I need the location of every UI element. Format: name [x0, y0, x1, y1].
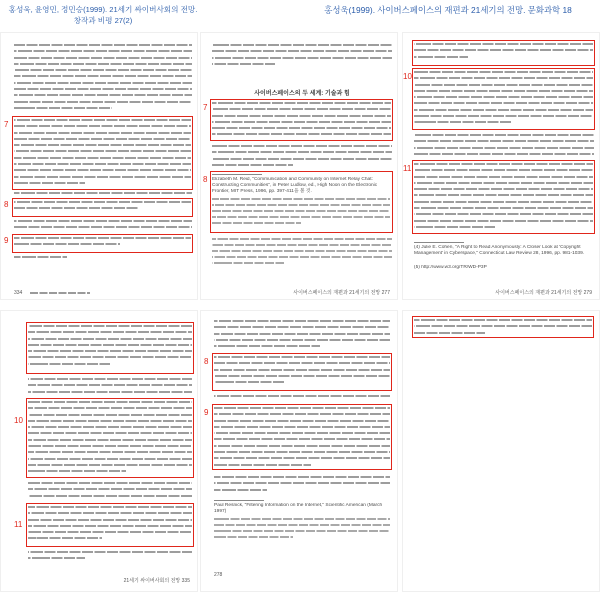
body-text-block	[14, 220, 192, 233]
text-line	[212, 204, 390, 206]
text-line	[28, 525, 192, 527]
text-line	[28, 325, 192, 327]
text-line	[14, 169, 191, 171]
text-line	[214, 413, 390, 415]
text-line	[212, 256, 392, 258]
body-text-block	[414, 163, 593, 232]
annotation-marker-8: 8	[204, 357, 209, 366]
text-line	[212, 222, 301, 224]
text-line	[414, 140, 594, 142]
page-bottom-right	[402, 310, 600, 592]
text-line	[28, 356, 192, 358]
text-line	[214, 530, 390, 532]
text-line	[28, 482, 192, 484]
text-line	[28, 537, 102, 539]
text-line	[214, 381, 284, 383]
text-line	[14, 144, 191, 146]
footnote-text-block	[212, 198, 390, 228]
text-line	[212, 127, 391, 129]
section-heading: 사이버스페이스의 두 세계: 기술과 힘	[254, 91, 350, 97]
text-line	[14, 94, 192, 96]
page-bottom-left	[0, 310, 198, 592]
text-line	[14, 44, 192, 46]
annotation-marker-10: 10	[403, 72, 412, 81]
body-text-block	[14, 44, 192, 113]
text-line	[28, 519, 192, 521]
text-line	[14, 82, 192, 84]
body-text-block	[28, 551, 192, 564]
text-line	[414, 226, 495, 228]
text-line	[28, 458, 192, 460]
text-line	[414, 201, 593, 203]
footnote-4: (4) Julie E. Cohen, "A Right to Read Anonymously: A Closer Look at 'Copyright Management' in Cyberspace," Connecticut Law Review 28, 1996, pp. 981-1039.	[414, 245, 585, 256]
text-line	[14, 201, 191, 203]
text-line	[14, 107, 112, 109]
text-line	[212, 50, 392, 52]
text-line	[214, 339, 390, 341]
text-line	[214, 445, 390, 447]
body-text-block	[212, 102, 391, 140]
page-footer: 278	[214, 572, 223, 578]
footnote-5: (5) http://www.w3.org/TR/WD-P3P	[414, 265, 487, 270]
text-line	[212, 44, 392, 46]
text-line	[14, 63, 192, 65]
text-line	[14, 50, 192, 52]
text-line	[214, 345, 320, 347]
text-line	[214, 489, 267, 491]
text-line	[14, 75, 192, 77]
annotation-marker-7: 7	[4, 120, 9, 129]
text-line	[28, 451, 192, 453]
body-text-block	[28, 482, 192, 501]
text-line	[414, 96, 593, 98]
text-line	[14, 150, 191, 152]
annotation-marker-11: 11	[14, 520, 23, 529]
text-line	[28, 407, 192, 409]
text-line	[28, 512, 192, 514]
page-footer: 사이버스페이스의 재편과 21세기의 전망 279	[495, 290, 592, 296]
text-line	[214, 476, 390, 478]
text-line	[212, 164, 293, 166]
text-line	[214, 451, 390, 453]
text-line	[28, 391, 192, 393]
text-line	[214, 518, 390, 520]
page-top-middle	[200, 32, 398, 300]
text-line	[212, 262, 284, 264]
text-line	[414, 325, 592, 327]
header-left-line2: 창작과 비평 27(2)	[73, 16, 133, 25]
page-top-right	[402, 32, 600, 300]
annotation-marker-7: 7	[203, 103, 208, 112]
text-line	[214, 369, 390, 371]
body-text-block	[28, 401, 192, 477]
footnote-5: Paul Resnick, "Filtering Information on the Internet," Scientific American (March 1997)	[214, 503, 383, 514]
text-line	[14, 119, 191, 121]
footnote-separator	[212, 174, 262, 175]
text-line	[414, 134, 594, 136]
text-line	[28, 414, 192, 416]
body-text-block	[28, 325, 192, 369]
header-left-line1: 홍성욱, 윤영민, 정민승(1999). 21세기 싸이버사회의 전망.	[8, 5, 198, 14]
text-line	[214, 407, 390, 409]
text-line	[14, 69, 192, 71]
text-line	[28, 439, 192, 441]
text-line	[14, 243, 120, 245]
text-line	[414, 188, 593, 190]
body-text-block	[28, 378, 192, 397]
body-text-block	[214, 356, 390, 387]
footnote-separator	[414, 242, 464, 243]
text-line	[14, 138, 191, 140]
text-line	[214, 536, 293, 538]
text-line	[28, 488, 192, 490]
text-line	[214, 432, 390, 434]
annotation-marker-9: 9	[4, 236, 9, 245]
text-line	[214, 482, 390, 484]
text-line	[214, 320, 390, 322]
text-line	[14, 237, 191, 239]
text-line	[414, 169, 593, 171]
body-text-block	[414, 71, 593, 128]
text-line	[414, 77, 593, 79]
page-footer: 21세기 싸이버사회의 전망 335	[123, 578, 190, 584]
text-line	[14, 176, 191, 178]
text-line	[414, 220, 593, 222]
text-line	[14, 57, 192, 59]
text-line	[212, 133, 391, 135]
text-line	[214, 333, 390, 335]
text-line	[212, 121, 391, 123]
text-line	[14, 101, 192, 103]
footnote-text-block	[214, 518, 390, 542]
text-line	[28, 331, 192, 333]
text-line	[28, 445, 192, 447]
body-text-block	[214, 476, 390, 495]
annotation-marker-8: 8	[203, 175, 208, 184]
body-text-block	[414, 319, 592, 338]
text-line	[214, 464, 311, 466]
text-line	[414, 163, 593, 165]
text-line	[212, 151, 392, 153]
text-line	[28, 384, 192, 386]
text-line	[14, 88, 192, 90]
text-line	[212, 108, 391, 110]
text-line	[14, 182, 85, 184]
text-line	[414, 147, 594, 149]
text-line	[414, 207, 593, 209]
text-line	[212, 244, 392, 246]
text-line	[212, 198, 390, 200]
text-line	[14, 163, 191, 165]
text-line	[414, 332, 485, 334]
text-line	[212, 145, 392, 147]
text-line	[14, 132, 191, 134]
header-left-citation	[6, 4, 200, 26]
footnote-separator	[214, 500, 264, 501]
text-line	[214, 356, 390, 358]
text-line	[14, 192, 192, 194]
text-line	[212, 63, 275, 65]
text-line	[28, 378, 192, 380]
text-line	[212, 250, 392, 252]
text-line	[28, 495, 192, 497]
text-line	[212, 238, 392, 240]
page-number: 334	[14, 290, 23, 296]
text-line	[214, 426, 390, 428]
text-line	[414, 43, 593, 45]
text-line	[14, 256, 67, 258]
text-line	[212, 57, 392, 59]
annotation-marker-11: 11	[403, 164, 412, 173]
text-line	[28, 363, 110, 365]
text-line	[212, 115, 391, 117]
text-line	[414, 319, 592, 321]
annotation-marker-9: 9	[204, 408, 209, 417]
text-line	[212, 216, 390, 218]
body-text-block	[414, 43, 593, 62]
text-line	[28, 432, 192, 434]
text-line	[214, 457, 390, 459]
text-line	[28, 557, 85, 559]
text-line	[212, 158, 392, 160]
text-line	[414, 102, 593, 104]
text-line	[414, 182, 593, 184]
body-text-block	[212, 145, 392, 170]
page-bottom-middle	[200, 310, 398, 592]
text-line	[414, 84, 593, 86]
footnote-text-block	[212, 238, 392, 268]
body-text-block	[214, 407, 390, 470]
text-line	[14, 226, 192, 228]
text-line	[414, 121, 512, 123]
body-text-block	[214, 320, 390, 351]
annotation-marker-10: 10	[14, 416, 23, 425]
text-line	[214, 438, 390, 440]
text-line	[414, 56, 468, 58]
text-line	[28, 338, 192, 340]
text-line	[28, 420, 192, 422]
running-title	[30, 292, 90, 294]
text-line	[414, 49, 593, 51]
text-line	[14, 157, 191, 159]
text-line	[414, 115, 593, 117]
body-text-block	[28, 506, 192, 544]
annotation-marker-8: 8	[4, 200, 9, 209]
text-line	[28, 464, 192, 466]
footnote-3: Elizabeth M. Reid, "Communication and Community on Internet Relay Chat: Constructing Communities", in Peter Ludlow, ed., High Noon on the Electronic Frontier, MIT Press, 1996, pp. 397-411을 볼 것.	[212, 177, 378, 194]
text-line	[414, 153, 594, 155]
text-line	[212, 210, 390, 212]
text-line	[414, 194, 593, 196]
page-footer: 사이버스페이스의 재편과 21세기의 전망 277	[293, 290, 390, 296]
text-line	[214, 524, 390, 526]
text-line	[28, 506, 192, 508]
text-line	[28, 344, 192, 346]
text-line	[14, 220, 192, 222]
text-line	[28, 551, 192, 553]
body-text-block	[214, 395, 390, 401]
text-line	[214, 420, 390, 422]
page-top-left	[0, 32, 198, 300]
text-line	[28, 470, 126, 472]
text-line	[28, 401, 192, 403]
text-line	[214, 375, 390, 377]
text-line	[214, 395, 390, 397]
body-text-block	[414, 134, 594, 159]
text-line	[14, 125, 191, 127]
text-line	[214, 326, 390, 328]
text-line	[14, 207, 138, 209]
text-line	[414, 109, 593, 111]
header-right-line: 홍성욱(1999). 사이버스페이스의 재편과 21세기의 전망. 문화과학 18	[324, 5, 572, 15]
body-text-block	[212, 44, 392, 69]
text-line	[214, 362, 390, 364]
text-line	[414, 176, 593, 178]
text-line	[414, 71, 593, 73]
body-text-block	[14, 201, 191, 214]
text-line	[28, 426, 192, 428]
text-line	[212, 102, 391, 104]
body-text-block	[14, 119, 191, 188]
text-line	[414, 90, 593, 92]
text-line	[28, 531, 192, 533]
text-line	[28, 350, 192, 352]
header-right-citation	[300, 4, 596, 16]
body-text-block	[14, 256, 192, 262]
body-text-block	[14, 237, 191, 250]
text-line	[414, 213, 593, 215]
